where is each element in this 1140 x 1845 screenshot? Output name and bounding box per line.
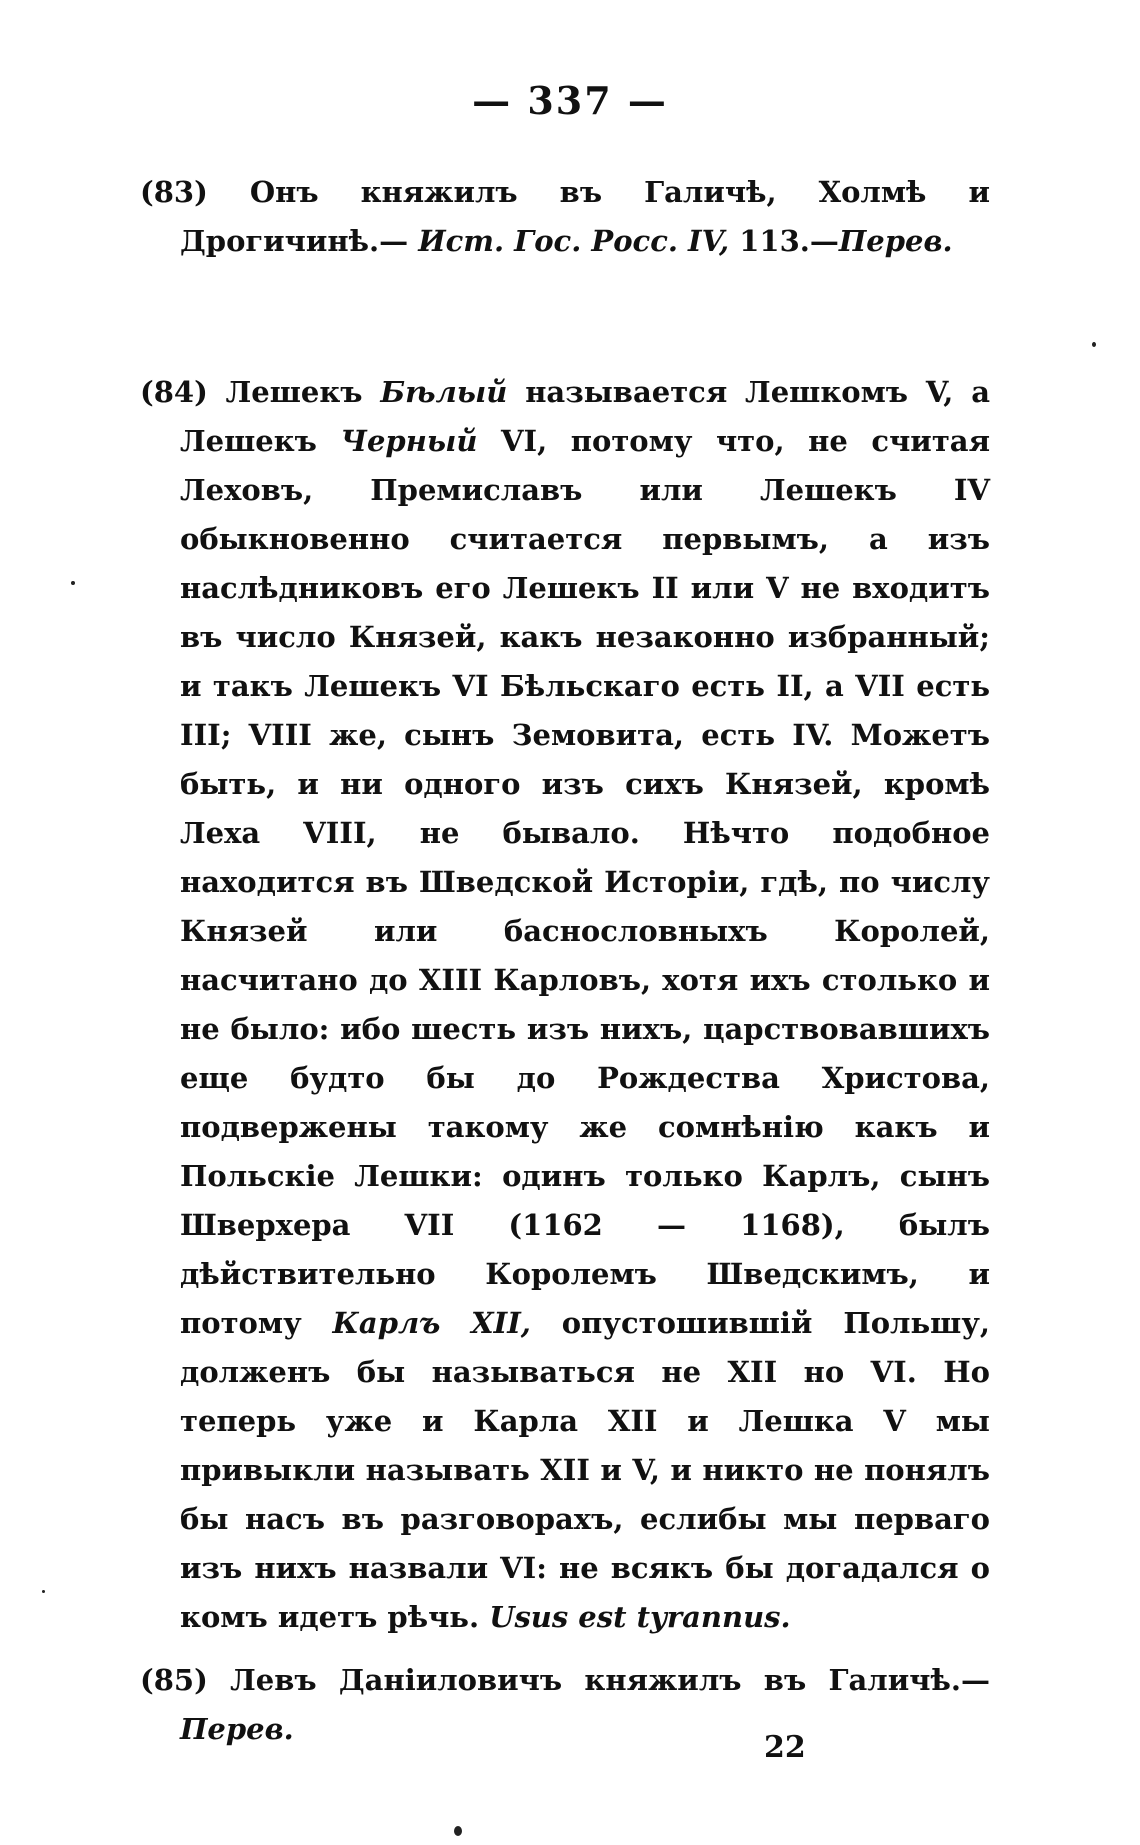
- footnote-number: (83): [140, 175, 208, 209]
- footnote-citation: Ист. Гос. Росс. IV,: [418, 224, 730, 258]
- footnote-83-text: [140, 168, 990, 266]
- signature-mark: 22: [764, 1730, 806, 1765]
- footnote-text: 113.—: [729, 224, 839, 258]
- ink-speck: [71, 581, 75, 585]
- ink-speck: [454, 1826, 462, 1836]
- footnote-translator-mark: Перев.: [838, 224, 953, 258]
- page-number-header: — 337 —: [472, 78, 668, 123]
- footnote-italic: Черный: [340, 424, 478, 458]
- footnote-text: VI, потому что, не считая Леховъ, Премиславъ или Лешекъ IV обыкновенно считается первымъ, а изъ наслѣдниковъ его Лешекъ II или V не входитъ въ число Князей, какъ незаконно избранный; и такъ Лешекъ VI Бѣльскаго есть II, а VII есть III; VIII же, сынъ Земовита, есть IV. Можетъ быть, и ни одного изъ сихъ Князей, кромѣ Леха VIII, не бывало. Нѣчто подобное находится въ Шведской Исторіи, гдѣ, по числу Князей или баснословныхъ Королей, насчитано до XIII Карловъ, хотя ихъ столько и не было: ибо шесть изъ нихъ, царствовавшихъ еще будто бы до Рождества Христова, подвержены такому же сомнѣнію какъ и Польскіе Лешки: одинъ только Карлъ, сынъ Шверхера VII (1162 — 1168), былъ дѣйствительно Королемъ Шведскимъ, и потому: [180, 424, 991, 1340]
- ink-speck: [42, 1590, 45, 1593]
- footnote-text: Онъ княжилъ въ Галичѣ, Холмѣ и Дрогичинѣ.—: [180, 175, 990, 258]
- footnote-translator-mark: Перев.: [180, 1712, 294, 1746]
- footnote-italic: Бѣлый: [380, 375, 508, 409]
- footnote-italic: Карлъ XII,: [332, 1306, 531, 1340]
- footnote-84: [140, 368, 990, 1642]
- footnote-text: Лешекъ: [225, 375, 381, 409]
- footnote-number: (85): [140, 1663, 208, 1697]
- footnote-85: [140, 1656, 990, 1754]
- latin-quote: Usus est tyrannus.: [489, 1600, 791, 1634]
- footnote-number: (84): [140, 375, 208, 409]
- ink-speck: [1092, 342, 1096, 347]
- footnote-text: Левъ Даніиловичъ княжилъ въ Галичѣ.—: [230, 1663, 990, 1697]
- footnote-84-text: [140, 368, 990, 1642]
- footnote-text: опустошившій Польшу, долженъ бы называться не XII но VI. Но теперь уже и Карла XII и Лешка V мы привыкли называть XII и V, и никто не понялъ бы насъ въ разговорахъ, еслибы мы перваго изъ нихъ назвали VI: не всякъ бы догадался о комъ идетъ рѣчь.: [180, 1306, 991, 1634]
- footnote-85-text: [140, 1656, 990, 1754]
- footnote-text: называется Лешкомъ V, а Лешекъ: [180, 375, 990, 458]
- footnote-83: [140, 168, 990, 266]
